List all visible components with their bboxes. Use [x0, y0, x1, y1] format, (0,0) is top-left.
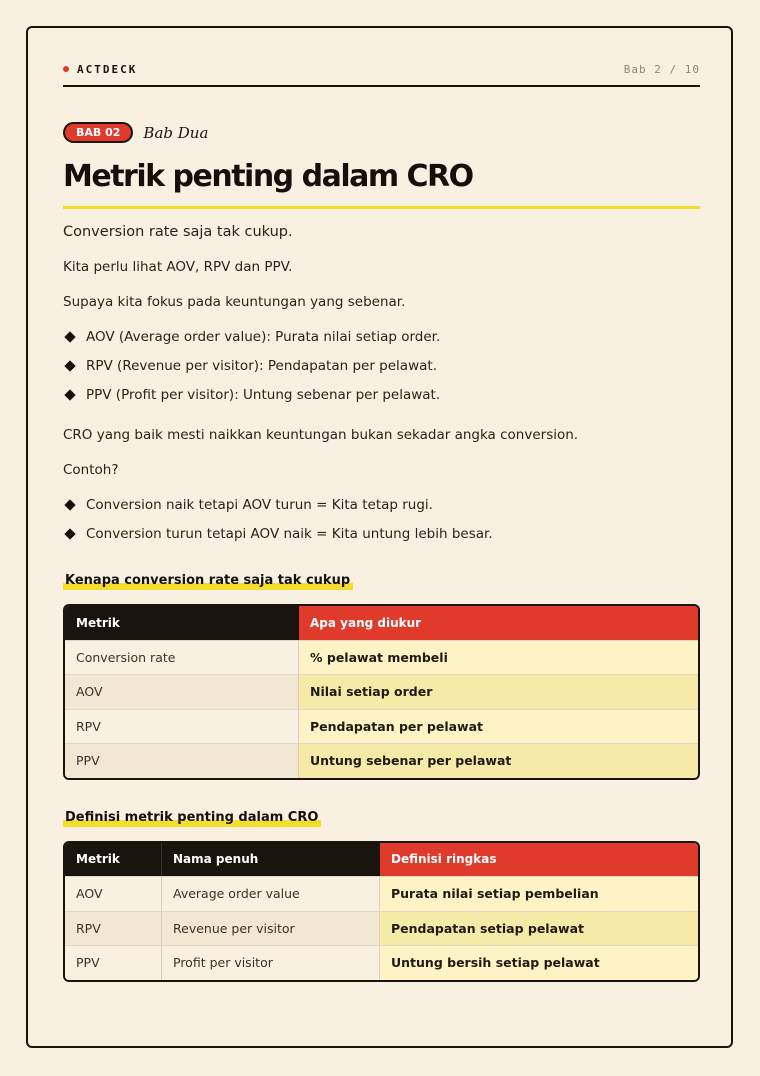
diamond-bullet-icon [64, 331, 75, 342]
table-cell: Pendapatan setiap pelawat [380, 912, 698, 946]
document-card [26, 26, 733, 1048]
title-underline [63, 206, 700, 209]
paragraph: Supaya kita fokus pada keuntungan yang sebenar. [63, 294, 406, 310]
table-cell: Untung sebenar per pelawat [299, 744, 698, 778]
chapter-subtitle: Bab Dua [143, 123, 209, 142]
table-row [65, 876, 698, 911]
list-item-text: AOV (Average order value): Purata nilai setiap order. [86, 328, 441, 345]
list-item [63, 322, 700, 351]
brand [63, 63, 137, 76]
table-cell: Untung bersih setiap pelawat [380, 946, 698, 980]
table-cell: % pelawat membeli [299, 641, 698, 675]
list-item [63, 351, 700, 380]
list-item [63, 380, 700, 409]
top-bar [63, 62, 700, 76]
diamond-bullet-icon [64, 528, 75, 539]
header-divider [63, 85, 700, 87]
table-cell: Conversion rate [65, 641, 299, 675]
metrics-table [63, 604, 700, 780]
table-row [65, 945, 698, 980]
table-header-cell: Metrik [65, 606, 299, 640]
table-row [65, 911, 698, 946]
table2-title: Definisi metrik penting dalam CRO [63, 810, 321, 827]
table-row [65, 709, 698, 744]
table-header-cell: Nama penuh [162, 843, 380, 877]
paragraph: Contoh? [63, 462, 119, 478]
paragraph: Kita perlu lihat AOV, RPV dan PPV. [63, 259, 293, 275]
list-item-text: PPV (Profit per visitor): Untung sebenar per pelawat. [86, 386, 441, 403]
table-row [65, 743, 698, 778]
page-indicator: Bab 2 / 10 [623, 62, 700, 76]
body-text [63, 223, 700, 548]
table-cell: PPV [65, 946, 162, 980]
table-cell: PPV [65, 744, 299, 778]
chapter-badge: BAB 02 [63, 122, 133, 143]
diamond-bullet-icon [64, 389, 75, 400]
table-cell: Average order value [162, 877, 380, 911]
page-title: Metrik penting dalam CRO [63, 159, 473, 194]
table-header-row [65, 843, 698, 877]
table1-title: Kenapa conversion rate saja tak cukup [63, 573, 353, 590]
table-cell: AOV [65, 877, 162, 911]
list-item [63, 519, 700, 548]
table-header-cell: Metrik [65, 843, 162, 877]
table-cell: Revenue per visitor [162, 912, 380, 946]
table-cell: Profit per visitor [162, 946, 380, 980]
table-cell: Pendapatan per pelawat [299, 710, 698, 744]
table-cell: Nilai setiap order [299, 675, 698, 709]
table-header-cell: Apa yang diukur [299, 606, 698, 640]
metric-bullet-list [63, 322, 700, 409]
list-item-text: RPV (Revenue per visitor): Pendapatan per pelawat. [86, 357, 437, 374]
table-cell: Purata nilai setiap pembelian [380, 877, 698, 911]
table-cell: AOV [65, 675, 299, 709]
table-cell: RPV [65, 912, 162, 946]
brand-dot-icon [63, 66, 69, 72]
table-header-row [65, 606, 698, 640]
table-row [65, 674, 698, 709]
paragraph: CRO yang baik mesti naikkan keuntungan bukan sekadar angka conversion. [63, 427, 579, 443]
example-bullet-list [63, 490, 700, 548]
definitions-table [63, 841, 700, 982]
table-row [65, 640, 698, 675]
list-item-text: Conversion turun tetapi AOV naik = Kita untung lebih besar. [86, 525, 493, 542]
list-item [63, 490, 700, 519]
list-item-text: Conversion naik tetapi AOV turun = Kita tetap rugi. [86, 496, 433, 513]
brand-name: ACTDECK [77, 62, 138, 76]
document-content [63, 62, 700, 982]
diamond-bullet-icon [64, 360, 75, 371]
chapter-label [63, 122, 700, 143]
table-cell: RPV [65, 710, 299, 744]
table-header-cell: Definisi ringkas [380, 843, 698, 877]
diamond-bullet-icon [64, 499, 75, 510]
paragraph: Conversion rate saja tak cukup. [63, 224, 293, 240]
